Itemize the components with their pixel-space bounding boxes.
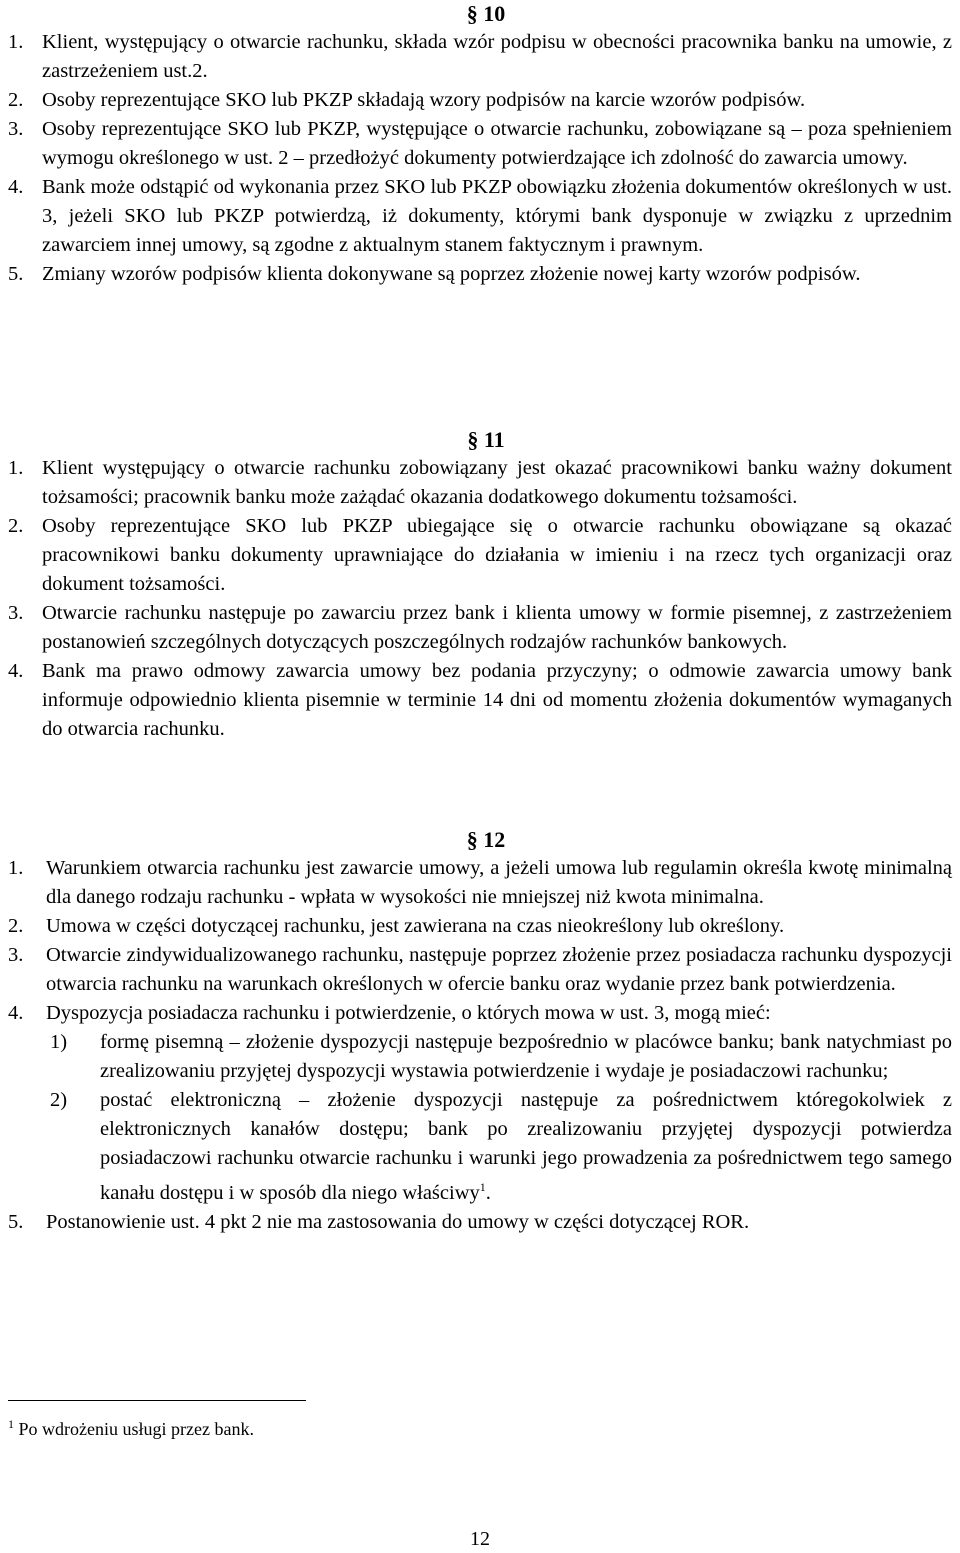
item-text: Postanowienie ust. 4 pkt 2 nie ma zastosowania do umowy w części dotyczącej ROR. — [46, 1210, 750, 1233]
list-item — [0, 86, 952, 115]
list-item — [0, 854, 952, 912]
item-number: 1. — [8, 857, 24, 879]
section-heading: § 11 — [467, 427, 505, 452]
sub-item-text: formę pisemną – złożenie dyspozycji następuje bezpośrednio w placówce banku; bank natychmiast po zrealizowaniu przyjętej dyspozycji wystawia potwierdzenie i wydaje je posiadaczowi rachunku; — [100, 1031, 952, 1082]
item-text: Bank może odstąpić od wykonania przez SKO lub PKZP obowiązku złożenia dokumentów określonych w ust. 3, jeżeli SKO lub PKZP potwierdzą, iż dokumenty, którymi bank dysponuje w związku z uprzednim zawarciem innej umowy, są zgodne z aktualnym stanem faktycznym i prawnym. — [42, 176, 952, 256]
list-item — [0, 512, 952, 599]
sub-item-text: postać elektroniczną – złożenie dyspozycji następuje za pośrednictwem któregokolwiek z elektronicznych kanałów dostępu; bank po zrealizowaniu przyjętej dyspozycji potwierdza posiadaczowi rachunku otwarcie rachunku i warunki jego prowadzenia za pośrednictwem tego samego kanału dostępu i w sposób dla niego właściwy — [100, 1089, 952, 1204]
footnote-separator — [8, 1400, 306, 1401]
footnote-reference: 1 — [479, 1180, 486, 1194]
item-number: 4. — [8, 176, 24, 198]
list-item — [0, 999, 952, 1208]
item-number: 3. — [8, 602, 24, 624]
item-number: 4. — [8, 660, 24, 682]
item-text: Osoby reprezentujące SKO lub PKZP składają wzory podpisów na karcie wzorów podpisów. — [42, 89, 806, 111]
item-text: Osoby reprezentujące SKO lub PKZP ubiegające się o otwarcie rachunku obowiązane są okazać pracownikowi banku dokumenty uprawniające do działania w imieniu i na rzecz tych organizacji oraz dokument tożsamości. — [42, 515, 952, 595]
list-item — [0, 912, 952, 941]
item-text: Warunkiem otwarcia rachunku jest zawarcie umowy, a jeżeli umowa lub regulamin określa kwotę minimalną dla danego rodzaju rachunku - wpłata w wysokości nie mniejszej niż kwota minimalna. — [46, 857, 952, 908]
item-list — [0, 854, 960, 1237]
item-list — [0, 454, 960, 744]
section-heading: § 12 — [466, 827, 506, 852]
section-12 — [0, 826, 960, 1237]
item-number: 1. — [8, 457, 24, 479]
list-item — [0, 599, 952, 657]
item-text: Umowa w części dotyczącej rachunku, jest zawierana na czas nieokreślony lub określony. — [46, 915, 785, 937]
item-number: 3. — [8, 944, 24, 966]
sub-item — [0, 1028, 952, 1086]
item-text: Zmiany wzorów podpisów klienta dokonywane są poprzez złożenie nowej karty wzorów podpisów. — [42, 263, 861, 285]
sub-item-number: 2) — [50, 1089, 68, 1111]
item-number: 2. — [8, 515, 24, 537]
list-item — [0, 454, 952, 512]
item-number: 1. — [8, 31, 24, 53]
sub-item — [0, 1086, 952, 1208]
list-item — [0, 260, 952, 289]
list-item — [0, 28, 952, 86]
item-number: 3. — [8, 118, 24, 140]
item-number: 5. — [8, 263, 24, 285]
item-text: Dyspozycja posiadacza rachunku i potwierdzenie, o których mowa w ust. 3, mogą mieć: — [46, 1002, 771, 1024]
page-number: 12 — [470, 1528, 490, 1550]
item-number: 5. — [8, 1210, 24, 1233]
item-number: 2. — [8, 915, 24, 937]
item-number: 2. — [8, 89, 24, 111]
sub-item-text-end: . — [485, 1181, 491, 1204]
list-item — [0, 115, 952, 173]
item-text: Bank ma prawo odmowy zawarcia umowy bez podania przyczyny; o odmowie zawarcia umowy bank informuje odpowiednio klienta pisemnie w terminie 14 dni od momentu złożenia dokumentów wymaganych do otwarcia rachunku. — [42, 660, 952, 740]
item-text: Klient, występujący o otwarcie rachunku, składa wzór podpisu w obecności pracownika banku na umowie, z zastrzeżeniem ust.2. — [42, 31, 952, 82]
list-item — [0, 173, 952, 260]
item-number: 4. — [8, 1002, 24, 1024]
item-text: Otwarcie rachunku następuje po zawarciu przez bank i klienta umowy w formie pisemnej, z zastrzeżeniem postanowień szczególnych dotyczących poszczególnych rodzajów rachunków bankowych. — [42, 602, 952, 653]
list-item — [0, 1208, 952, 1237]
footnote-mark: 1 — [8, 1417, 14, 1431]
item-text: Osoby reprezentujące SKO lub PKZP, występujące o otwarcie rachunku, zobowiązane są – poza spełnieniem wymogu określonego w ust. 2 – przedłożyć dokumenty potwierdzające ich zdolność do zawarcia umowy. — [42, 118, 952, 169]
section-11 — [0, 426, 960, 744]
footnote — [8, 1412, 254, 1441]
item-text: Klient występujący o otwarcie rachunku zobowiązany jest okazać pracownikowi banku ważny dokument tożsamości; pracownik banku może zażądać okazania dodatkowego dokumentu tożsamości. — [42, 457, 952, 508]
section-10 — [0, 0, 960, 289]
list-item — [0, 941, 952, 999]
item-list — [0, 28, 960, 289]
section-heading: § 10 — [466, 1, 506, 26]
list-item — [0, 657, 952, 744]
sub-item-number: 1) — [50, 1031, 68, 1053]
footnote-text: Po wdrożeniu usługi przez bank. — [18, 1419, 254, 1439]
item-text: Otwarcie zindywidualizowanego rachunku, następuje poprzez złożenie przez posiadacza rachunku dyspozycji otwarcia rachunku na warunkach określonych w ofercie banku oraz wydanie przez bank potwierdzenia. — [46, 944, 952, 995]
